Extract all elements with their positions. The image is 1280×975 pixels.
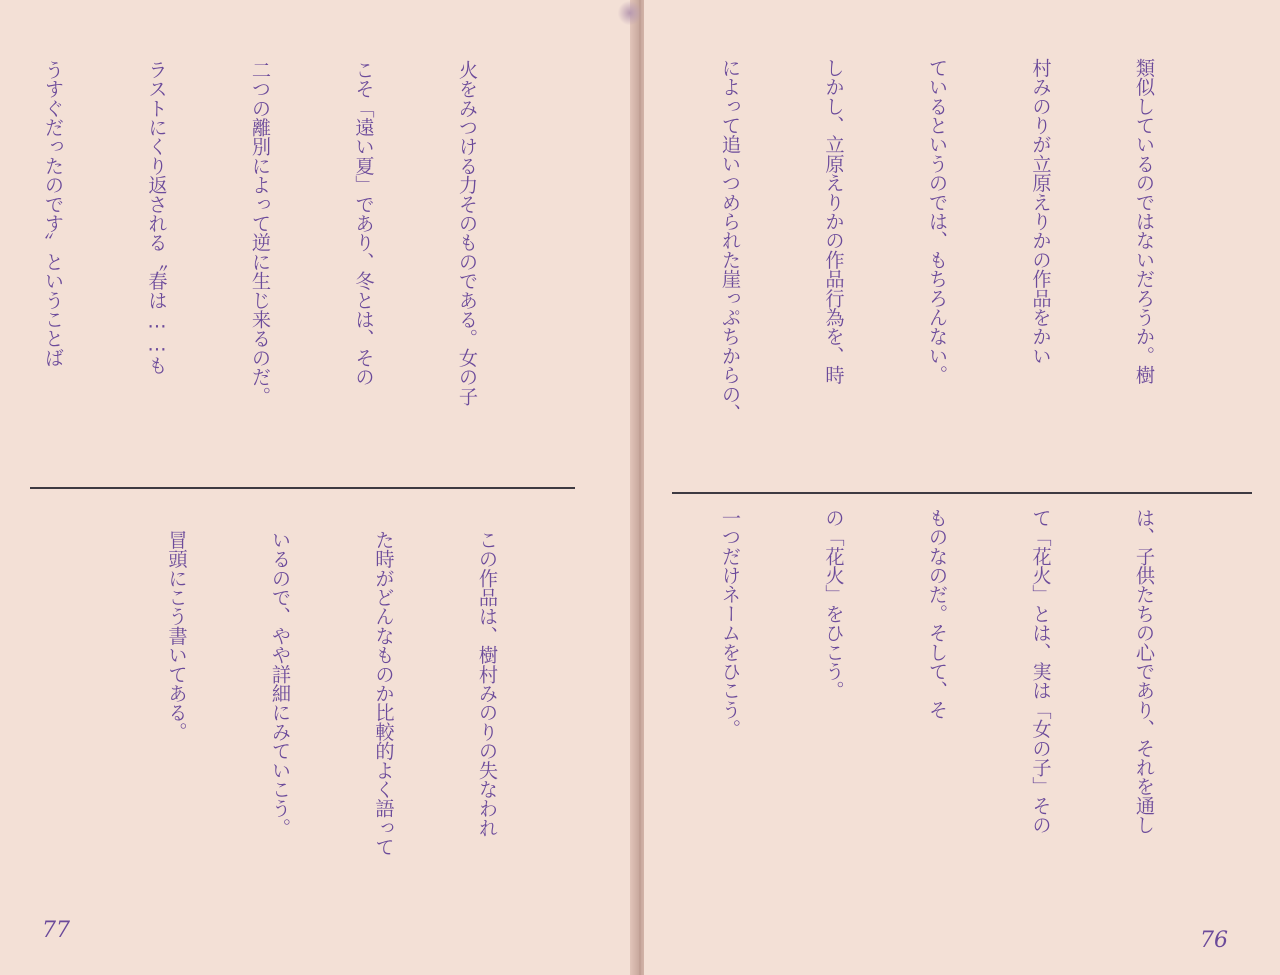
text-line: ラストにくり返される〝春は……も — [145, 60, 169, 375]
left-page-top-text — [28, 60, 553, 475]
text-line: 村みのりが立原えりかの作品をかい — [1029, 58, 1053, 366]
right-page-top-text — [675, 58, 1230, 483]
paper-stain — [618, 0, 642, 26]
text-line: 二つの離別によって逆に生じ来るのだ。 — [249, 60, 272, 406]
text-line: しかし、立原えりかの作品行為を、時 — [822, 58, 846, 385]
section-divider — [672, 492, 1252, 494]
page-number: 77 — [42, 918, 70, 943]
text-line: 一つだけネームをひこう。 — [719, 508, 742, 739]
text-line: こそ「遠い夏」であり、冬とは、その — [352, 60, 376, 387]
text-line: この作品は、樹村みのりの失なわれ — [476, 530, 499, 838]
section-divider — [30, 487, 575, 489]
text-line: によって追いつめられた崖っぷちからの、 — [719, 58, 742, 423]
text-line: た時がどんなものか比較的よく語って — [372, 530, 396, 857]
text-line: 火をみつける力そのものである。女の子 — [456, 60, 479, 406]
text-line: て「花火」とは、実は「女の子」その — [1029, 508, 1053, 835]
text-line: 冒頭にこう書いてある。 — [165, 530, 189, 742]
text-line: の「花火」をひこう。 — [822, 508, 846, 700]
text-line: ものなのだ。そして、そ — [926, 508, 949, 720]
left-page — [0, 0, 636, 975]
right-page-bottom-text — [675, 508, 1230, 938]
text-line: 類似しているのではないだろうか。樹 — [1133, 58, 1156, 385]
page-number: 76 — [1200, 928, 1228, 953]
text-line: いるので、やや詳細にみていこう。 — [269, 530, 292, 838]
text-line: は、子供たちの心であり、それを通し — [1133, 508, 1156, 835]
left-page-bottom-text — [28, 530, 573, 910]
text-line: ているというのでは、もちろんない。 — [926, 58, 949, 385]
text-line: うすぐだったのです〟ということば — [42, 60, 65, 368]
